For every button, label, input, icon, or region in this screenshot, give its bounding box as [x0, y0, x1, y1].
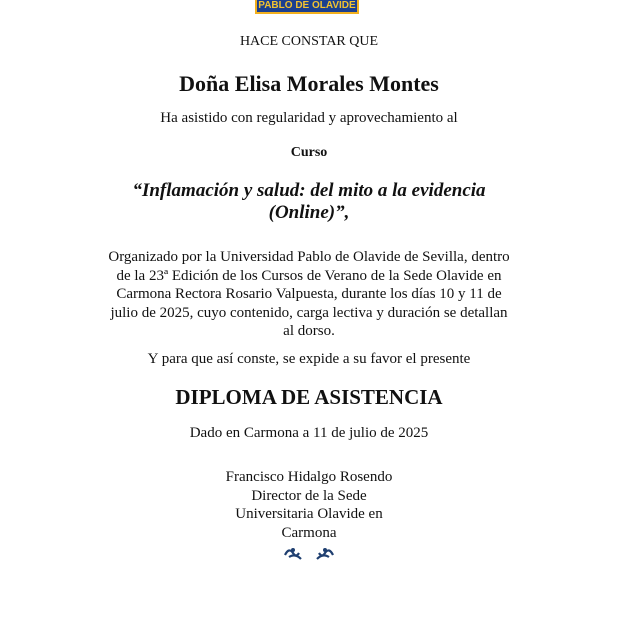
signatory: [0, 468, 618, 542]
attendance-text: Ha asistido con regularidad y aprovechamiento al: [160, 110, 458, 126]
description-line: de la 23ª Edición de los Cursos de Verano de la Sede Olavide en: [116, 267, 502, 284]
description-line: Organizado por la Universidad Pablo de Olavide de Sevilla, dentro: [108, 249, 510, 265]
description-line: Carmona Rectora Rosario Valpuesta, durante los días 10 y 11 de: [116, 286, 502, 302]
signatory-line: Francisco Hidalgo Rosendo: [225, 469, 393, 485]
date-line: Dado en Carmona a 11 de julio de 2025: [189, 425, 429, 441]
recipient-name: Doña Elisa Morales Montes: [179, 71, 439, 96]
diploma-title: DIPLOMA DE ASISTENCIA: [175, 385, 443, 409]
ornament-icon: [283, 545, 335, 566]
signatory-line: Director de la Sede: [251, 487, 367, 504]
logo-text: PABLO DE OLAVIDE: [258, 0, 356, 11]
description-line: julio de 2025, cuyo contenido, carga lectiva y duración se detallan: [110, 304, 508, 321]
ornament-icon: [283, 545, 335, 561]
university-logo: [255, 0, 359, 14]
issue-text: Y para que así conste, se expide a su favor el presente: [147, 351, 471, 367]
signatory-line: Carmona: [281, 524, 337, 541]
signatory-line: Universitaria Olavide en: [235, 506, 383, 522]
description-line: al dorso.: [283, 323, 335, 339]
course-label: Curso: [290, 145, 328, 160]
course-title: [0, 180, 618, 224]
course-title-line: “Inflamación y salud: del mito a la evidencia: [132, 180, 486, 201]
course-title-line: (Online)”,: [268, 202, 350, 223]
description: [0, 248, 618, 341]
header-text: HACE CONSTAR QUE: [239, 34, 379, 49]
